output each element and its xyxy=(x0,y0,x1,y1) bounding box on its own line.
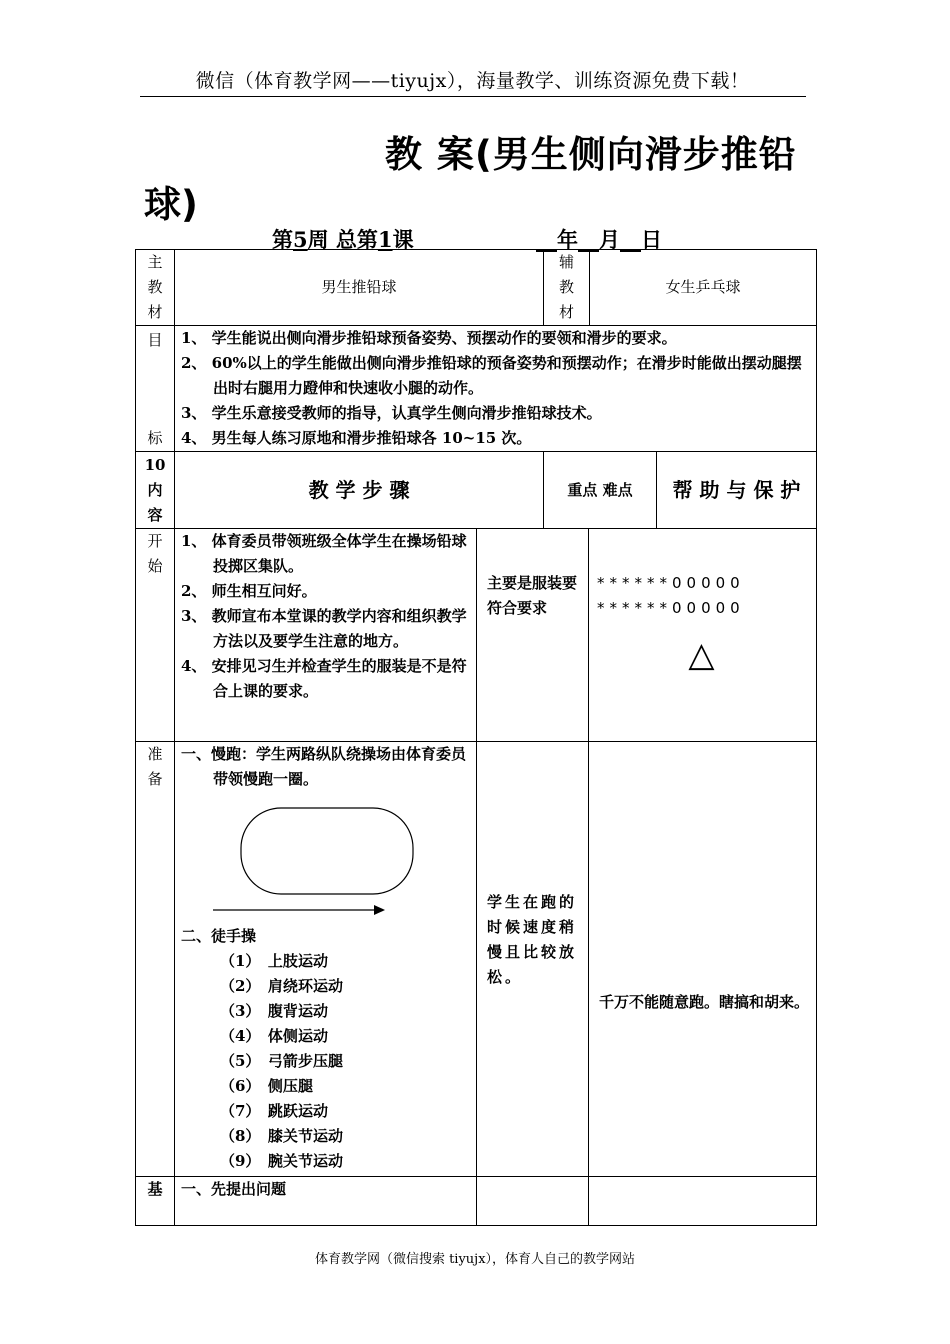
basic-split xyxy=(477,1177,817,1226)
goal-item: 2、 60%以上的学生能做出侧向滑步推铅球的预备姿势和预摆动作；在滑步时能做出摆动腿摆出时右腿用力蹬伸和快速收小腿的动作。 xyxy=(181,354,802,397)
basic-step: 一、先提出问题 xyxy=(181,1180,287,1198)
steps-header: 教 学 步 骤 xyxy=(175,452,544,529)
prep-run: 一、慢跑：学生两路纵队绕操场由体育委员带领慢跑一圈。 xyxy=(181,745,467,788)
lesson-plan-table xyxy=(135,249,817,1226)
track-oval xyxy=(241,808,413,894)
formation-row: ******00000 xyxy=(597,599,745,617)
week-number: 5 xyxy=(293,227,308,252)
start-label: 开始 xyxy=(136,529,175,742)
start-key-points: 主要是服装要符合要求 xyxy=(477,529,589,741)
exercise-item: （4） 体侧运动 xyxy=(220,1027,328,1045)
basic-steps xyxy=(175,1177,477,1226)
exercise-item: （7） 跳跃运动 xyxy=(220,1102,328,1120)
goals-label: 目 标 xyxy=(136,326,175,452)
start-step: 3、 教师宣布本堂课的教学内容和组织教学方法以及要学生注意的地方。 xyxy=(181,607,467,650)
formation-row: ******00000 xyxy=(597,574,745,592)
goal-item: 3、 学生乐意接受教师的指导，认真学生侧向滑步推铅球技术。 xyxy=(181,404,602,422)
start-step: 2、 师生相互问好。 xyxy=(181,582,317,600)
prep-label: 准备 xyxy=(136,742,175,1177)
main-material-value: 男生推铅球 xyxy=(175,250,544,326)
week-middle: 周 总第 xyxy=(307,227,378,252)
help-header: 帮 助 与 保 护 xyxy=(672,477,801,502)
page-header: 微信（体育教学网——tiyujx），海量教学、训练资源免费下载！ xyxy=(195,70,750,92)
week-prefix: 第 xyxy=(272,227,293,252)
document-title-line2: 球) xyxy=(144,183,198,226)
main-material-label: 主教材 xyxy=(136,250,175,326)
document-title-line1: 教 案(男生侧向滑步推铅 xyxy=(385,133,797,176)
formation-diagram xyxy=(589,529,816,741)
exercise-title: 二、徒手操 xyxy=(181,927,257,945)
exercise-item: （2） 肩绕环运动 xyxy=(220,977,343,995)
goal-item: 1、 学生能说出侧向滑步推铅球预备姿势、预摆动作的要领和滑步的要求。 xyxy=(181,329,677,347)
exercise-item: （8） 膝关节运动 xyxy=(220,1127,343,1145)
start-steps xyxy=(175,529,477,742)
exercise-item: （3） 腹背运动 xyxy=(220,1002,328,1020)
lesson-number: 1 xyxy=(377,227,393,252)
date-line: __年__月__日 xyxy=(536,227,662,252)
prep-split xyxy=(477,742,817,1177)
arrow-head-icon xyxy=(374,905,385,915)
lesson-suffix: 课 xyxy=(392,227,414,252)
basic-key-points xyxy=(477,1177,589,1225)
header-split xyxy=(544,452,817,529)
basic-label: 基 xyxy=(136,1177,175,1226)
goals-list xyxy=(175,326,817,452)
start-step: 4、 安排见习生并检查学生的服装是不是符合上课的要求。 xyxy=(181,657,467,700)
aux-material-label: 辅教材 xyxy=(544,250,590,326)
exercise-item: （6） 侧压腿 xyxy=(220,1077,313,1095)
prep-key-points: 学生在跑的时候速度稍慢且比较放松。 xyxy=(477,742,589,1176)
exercise-item: （5） 弓箭步压腿 xyxy=(220,1052,343,1070)
prep-help: 千万不能随意跑。瞎搞和胡来。 xyxy=(599,993,810,1011)
header-divider xyxy=(140,96,806,97)
teacher-triangle-icon: △ xyxy=(688,635,715,675)
page-footer: 体育教学网（微信搜索 tiyujx），体育人自己的教学网站 xyxy=(314,1252,636,1267)
goal-item: 4、 男生每人练习原地和滑步推铅球各 10~15 次。 xyxy=(181,429,532,447)
basic-help xyxy=(589,1177,816,1225)
running-track-diagram xyxy=(175,794,475,924)
exercise-item: （9） 腕关节运动 xyxy=(220,1152,343,1170)
start-step: 1、 体育委员带领班级全体学生在操场铅球投掷区集队。 xyxy=(181,532,467,575)
aux-material-value: 女生乒乓球 xyxy=(590,250,817,326)
key-points-header: 重点 难点 xyxy=(544,452,657,528)
content-label: 10内容 xyxy=(136,452,175,529)
exercise-item: （1） 上肢运动 xyxy=(220,952,328,970)
start-split xyxy=(477,529,817,742)
prep-steps xyxy=(175,742,477,1177)
